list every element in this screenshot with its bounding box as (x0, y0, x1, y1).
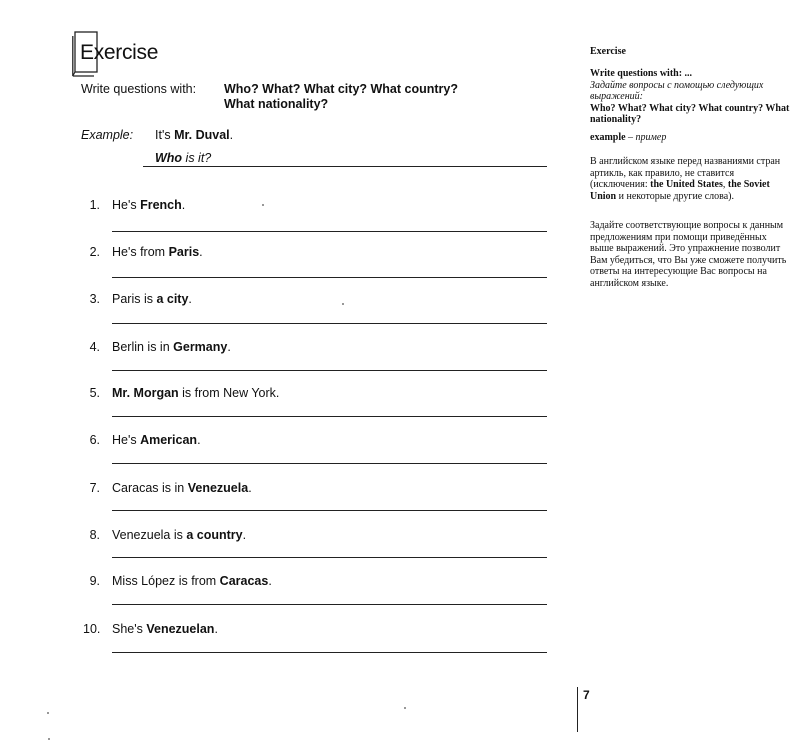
item-post: . (268, 574, 272, 588)
answer-line[interactable] (112, 323, 547, 324)
page-number-bar (577, 687, 578, 732)
answer-line[interactable] (112, 557, 547, 558)
answer-line[interactable] (112, 231, 547, 232)
exercise-title: Exercise (80, 41, 159, 64)
item-sentence (112, 386, 279, 400)
example-sentence-bold: Mr. Duval (174, 128, 230, 142)
item-sentence (112, 198, 185, 212)
item-bold: Paris (168, 245, 200, 259)
item-bold: Germany (173, 340, 228, 354)
sidebar-p1-b2: the Soviet Union (590, 179, 770, 202)
sidebar-instr-bold: Write questions with: ... (590, 68, 693, 79)
item-bold: French (140, 198, 182, 212)
instruction-questions-line1: Who? What? What city? What country? (224, 82, 458, 96)
item-number: 4. (89, 340, 100, 354)
sidebar-instruction (590, 68, 790, 126)
item-bold: Caracas (219, 574, 269, 588)
item-post: . (227, 340, 231, 354)
answer-line[interactable] (112, 463, 547, 464)
item-post: . (197, 433, 201, 447)
item-pre: Berlin is in (112, 340, 174, 354)
scan-speck (47, 712, 49, 714)
item-post: . (248, 481, 252, 495)
sidebar-example (590, 132, 790, 144)
item-sentence (112, 245, 203, 259)
scan-speck (48, 738, 50, 740)
item-post: . (181, 198, 186, 212)
item-number: 2. (89, 245, 100, 259)
sidebar-p1-a: В английском языке перед названиями стран артикль, как правило, не ставится (исключения: (590, 156, 781, 190)
item-pre: Miss López is from (112, 574, 220, 588)
item-bold: a city (156, 292, 189, 306)
sidebar-instr-italic: Задайте вопросы с помощью следующих выражений: (590, 79, 764, 102)
page-number: 7 (583, 688, 590, 702)
example-answer (155, 151, 211, 165)
item-number: 1. (89, 198, 100, 212)
scan-speck (404, 707, 406, 709)
sidebar-title: Exercise (590, 46, 626, 57)
example-answer-line (143, 166, 547, 167)
item-sentence (112, 433, 201, 447)
item-pre: He's (112, 198, 141, 212)
example-sentence (155, 128, 233, 142)
instruction-label: Write questions with: (81, 82, 197, 96)
answer-line[interactable] (112, 416, 547, 417)
example-sentence-post: . (229, 128, 234, 142)
answer-line[interactable] (112, 277, 547, 278)
item-pre: He's from (112, 245, 169, 259)
item-post: . (214, 622, 218, 636)
instruction-questions-line2: What nationality? (224, 97, 329, 111)
sidebar-paragraph-1 (590, 156, 790, 202)
sidebar-p1-d: и некоторые другие слова). (616, 190, 735, 202)
item-post: . (188, 292, 192, 306)
item-pre: Venezuela is (112, 528, 187, 542)
item-sentence (112, 622, 218, 636)
item-number: 3. (89, 292, 100, 306)
sidebar-paragraph-2: Задайте соответствующие вопросы к данным предложениям при помощи приведённых выше выражений. Это упражнение позволит Вам убедиться, что Вы уже сможете получить ответы на интересующие Вас вопросы на английском языке. (590, 220, 787, 289)
example-answer-word: Who (155, 151, 183, 165)
sidebar-example-bold: example (590, 132, 626, 143)
answer-line[interactable] (112, 510, 547, 511)
item-number: 10. (83, 622, 101, 636)
item-number: 5. (89, 386, 100, 400)
item-sentence (112, 340, 231, 354)
item-number: 6. (89, 433, 100, 447)
item-bold: a country (186, 528, 243, 542)
item-number: 8. (89, 528, 100, 542)
answer-line[interactable] (112, 604, 547, 605)
item-pre: He's (112, 433, 141, 447)
sidebar-p1-c: , (722, 179, 728, 190)
example-sentence-pre: It's (155, 128, 175, 142)
item-bold: Venezuela (187, 481, 249, 495)
sidebar-p1-b1: the United States (650, 179, 723, 190)
item-bold: Venezuelan (146, 622, 215, 636)
item-post: . (199, 245, 203, 259)
sidebar-example-italic: пример (635, 132, 667, 143)
item-sentence (112, 528, 246, 542)
item-sentence (112, 292, 192, 306)
item-bold: American (140, 433, 198, 447)
example-label: Example: (81, 128, 134, 142)
sidebar-example-sep: – (625, 132, 636, 143)
answer-line[interactable] (112, 370, 547, 371)
item-sentence (112, 481, 252, 495)
item-post: . (242, 528, 247, 542)
scan-speck (262, 204, 264, 206)
answer-line[interactable] (112, 652, 547, 653)
instruction-questions (224, 82, 484, 112)
scan-speck (342, 303, 344, 305)
item-bold: Mr. Morgan (112, 386, 179, 400)
example-answer-rest: is it? (182, 151, 212, 165)
item-number: 7. (89, 481, 100, 495)
item-post: is from New York. (178, 386, 280, 400)
item-sentence (112, 574, 272, 588)
sidebar-instr-questions: Who? What? What city? What country? What nationality? (590, 102, 790, 125)
item-number: 9. (89, 574, 100, 588)
item-pre: Paris is (112, 292, 157, 306)
item-pre: She's (112, 622, 147, 636)
item-pre: Caracas is in (112, 481, 188, 495)
